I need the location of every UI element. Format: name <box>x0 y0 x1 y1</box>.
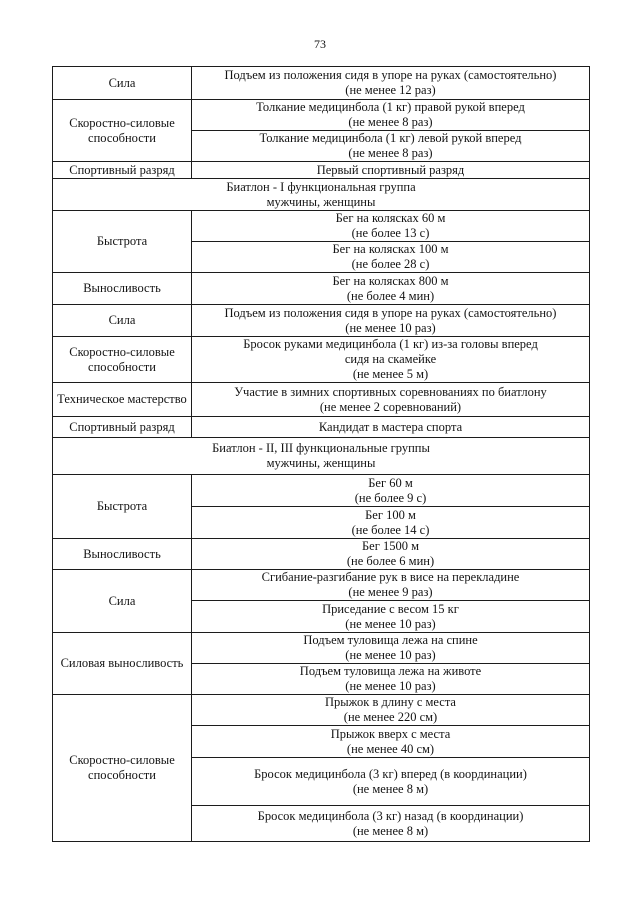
test-cell <box>192 758 590 806</box>
quality-cell: Сила <box>53 570 192 633</box>
quality-cell: Скоростно-силовые способности <box>53 337 192 383</box>
test-name: Приседание с весом 15 кг <box>322 601 459 616</box>
test-name: Участие в зимних спортивных соревнованиях по биатлону <box>234 384 547 399</box>
test-cell <box>192 242 590 273</box>
test-cell <box>192 100 590 131</box>
test-cell <box>192 337 590 383</box>
test-name: Бросок медицинбола (3 кг) вперед (в координации) <box>254 766 527 781</box>
test-norm: (не более 4 мин) <box>346 288 435 303</box>
table-row <box>53 305 590 337</box>
quality-cell: Скоростно-силовые способности <box>53 100 192 162</box>
section-title: Биатлон - I функциональная группа <box>226 179 416 194</box>
test-name: Бег на колясках 60 м <box>335 211 446 225</box>
test-name: Подъем туловища лежа на спине <box>303 633 478 647</box>
test-norm: (не менее 2 соревнований) <box>319 399 462 414</box>
quality-cell: Техническое мастерство <box>53 383 192 417</box>
quality-cell: Сила <box>53 305 192 337</box>
test-cell <box>192 539 590 570</box>
test-cell <box>192 305 590 337</box>
test-cell <box>192 67 590 100</box>
test-cell <box>192 664 590 695</box>
quality-cell: Выносливость <box>53 273 192 305</box>
test-cell <box>192 131 590 162</box>
test-name: Бросок медицинбола (3 кг) назад (в координации) <box>257 808 524 823</box>
test-norm: (не менее 5 м) <box>352 367 429 381</box>
test-name: Прыжок вверх с места <box>330 726 451 741</box>
test-name: Кандидат в мастера спорта <box>318 419 463 434</box>
test-name: Толкание медицинбола (1 кг) левой рукой вперед <box>259 131 522 145</box>
test-name: сидя на скамейке <box>344 352 437 366</box>
test-cell <box>192 162 590 179</box>
section-row <box>53 438 590 475</box>
test-name: Толкание медицинбола (1 кг) правой рукой вперед <box>256 100 525 114</box>
test-cell <box>192 695 590 726</box>
test-norm: (не менее 40 см) <box>346 741 435 756</box>
test-norm: (не более 6 мин) <box>346 554 435 568</box>
table-row <box>53 100 590 131</box>
test-name: Подъем из положения сидя в упоре на руках (самостоятельно) <box>224 68 557 82</box>
test-norm: (не менее 8 м) <box>352 781 429 796</box>
test-name: Бег 100 м <box>365 507 416 522</box>
test-cell <box>192 507 590 539</box>
test-norm: (не менее 9 раз) <box>348 585 433 599</box>
table-row <box>53 570 590 601</box>
test-name: Подъем из положения сидя в упоре на руках (самостоятельно) <box>224 305 557 320</box>
test-norm: (не более 14 с) <box>351 522 430 537</box>
table-row <box>53 67 590 100</box>
quality-cell: Быстрота <box>53 475 192 539</box>
table-row <box>53 383 590 417</box>
test-norm: (не более 28 с) <box>351 257 430 271</box>
quality-cell: Спортивный разряд <box>53 162 192 179</box>
test-norm: (не менее 10 раз) <box>345 648 436 662</box>
section-subtitle: мужчины, женщины <box>266 456 376 470</box>
section-title: Биатлон - II, III функциональные группы <box>212 441 430 455</box>
section-subtitle: мужчины, женщины <box>266 194 376 209</box>
test-cell <box>192 475 590 507</box>
test-norm: (не менее 8 м) <box>352 823 429 838</box>
test-norm: (не менее 10 раз) <box>345 320 436 335</box>
test-name: Бег 60 м <box>368 475 413 490</box>
test-cell <box>192 273 590 305</box>
quality-cell: Выносливость <box>53 539 192 570</box>
test-cell <box>192 806 590 842</box>
test-norm: (не менее 10 раз) <box>345 679 436 693</box>
page-number: 73 <box>314 37 326 51</box>
table-row <box>53 162 590 179</box>
test-norm: (не менее 8 раз) <box>348 115 433 129</box>
test-cell <box>192 383 590 417</box>
test-norm: (не менее 12 раз) <box>345 83 436 97</box>
quality-cell: Спортивный разряд <box>53 417 192 438</box>
quality-cell: Скоростно-силовые способности <box>53 695 192 842</box>
test-cell <box>192 726 590 758</box>
section-header <box>53 179 590 211</box>
test-cell <box>192 417 590 438</box>
standards-table <box>52 66 590 842</box>
quality-cell: Сила <box>53 67 192 100</box>
test-norm: (не менее 220 см) <box>343 710 438 724</box>
quality-cell: Силовая выносливость <box>53 633 192 695</box>
table-row <box>53 273 590 305</box>
test-name: Бег 1500 м <box>361 539 419 553</box>
table-row <box>53 475 590 507</box>
test-name: Бросок руками медицинбола (1 кг) из-за головы вперед <box>243 337 538 351</box>
quality-cell: Быстрота <box>53 211 192 273</box>
test-cell <box>192 633 590 664</box>
test-norm: (не более 9 с) <box>354 490 427 505</box>
table-row <box>53 211 590 242</box>
test-norm: (не более 13 с) <box>351 226 430 240</box>
test-name: Сгибание-разгибание рук в висе на перекладине <box>261 570 520 584</box>
section-header <box>53 438 590 475</box>
test-norm: (не менее 10 раз) <box>345 616 436 631</box>
section-row <box>53 179 590 211</box>
test-cell <box>192 211 590 242</box>
table-row <box>53 337 590 383</box>
test-norm: (не менее 8 раз) <box>348 146 433 160</box>
test-cell <box>192 570 590 601</box>
test-name: Прыжок в длину с места <box>325 695 456 709</box>
test-name: Бег на колясках 800 м <box>332 273 449 288</box>
table-row <box>53 417 590 438</box>
table-row <box>53 633 590 664</box>
test-name: Бег на колясках 100 м <box>332 242 449 256</box>
table-row <box>53 539 590 570</box>
test-name: Подъем туловища лежа на животе <box>299 664 482 678</box>
table-row <box>53 695 590 726</box>
test-name: Первый спортивный разряд <box>316 162 465 177</box>
test-cell <box>192 601 590 633</box>
